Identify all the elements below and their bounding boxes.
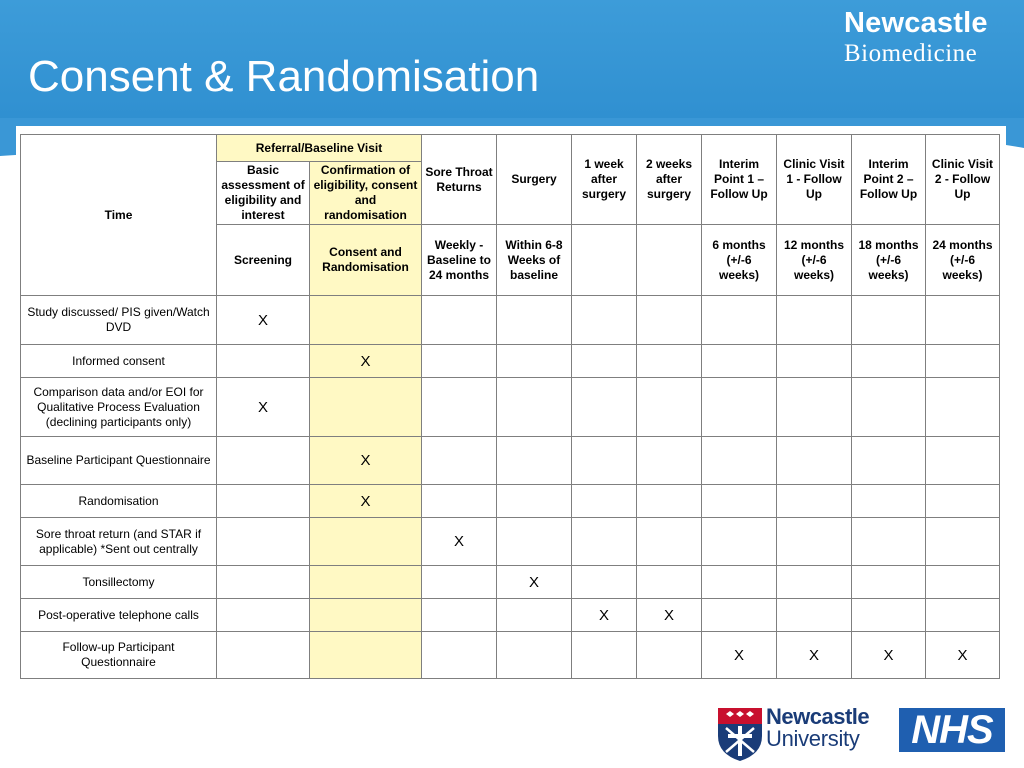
mark-cell [637, 632, 702, 679]
mark-cell: X [217, 296, 310, 345]
page-title: Consent & Randomisation [28, 52, 540, 101]
mark-cell [852, 599, 926, 632]
mark-cell [777, 566, 852, 599]
footer-logos [716, 704, 1006, 764]
mark-cell [217, 518, 310, 566]
mark-cell [497, 437, 572, 485]
activity-cell: Informed consent [21, 345, 217, 378]
activity-cell: Baseline Participant Questionnaire [21, 437, 217, 485]
brand-line-1: Newcastle [844, 7, 988, 39]
mark-cell [497, 345, 572, 378]
mark-cell [702, 518, 777, 566]
mark-cell [497, 518, 572, 566]
timing-cell [926, 225, 1000, 296]
mark-cell [852, 566, 926, 599]
mark-cell [702, 296, 777, 345]
mark-cell [497, 599, 572, 632]
mark-cell [926, 378, 1000, 437]
mark-cell: X [702, 632, 777, 679]
table-row [21, 566, 1000, 599]
mark-cell: X [926, 632, 1000, 679]
mark-cell [422, 437, 497, 485]
table-row [21, 437, 1000, 485]
referral-group-header: Referral/Baseline Visit [217, 135, 422, 162]
schedule-table-container [16, 126, 1006, 683]
mark-cell [777, 599, 852, 632]
mark-cell [572, 485, 637, 518]
mark-cell [572, 632, 637, 679]
mark-cell [926, 296, 1000, 345]
mark-cell [926, 437, 1000, 485]
mark-cell [217, 485, 310, 518]
activity-cell: Sore throat return (and STAR if applicable) *Sent out centrally [21, 518, 217, 566]
table-row [21, 518, 1000, 566]
mark-cell: X [637, 599, 702, 632]
mark-cell [422, 296, 497, 345]
brand-line-2: Biomedicine [844, 40, 978, 67]
mark-cell [852, 345, 926, 378]
column-header: Sore Throat Returns [422, 135, 497, 225]
mark-cell [852, 518, 926, 566]
timing-text: 12 months (+/-6 weeks) [783, 237, 844, 282]
mark-cell [217, 599, 310, 632]
timing-cell: Screening [217, 225, 310, 296]
mark-cell: X [422, 518, 497, 566]
mark-cell [572, 296, 637, 345]
table-row [21, 378, 1000, 437]
column-header: 1 week after surgery [572, 135, 637, 225]
activity-cell: Follow-up Participant Questionnaire [21, 632, 217, 679]
mark-cell [217, 566, 310, 599]
mark-cell: X [852, 632, 926, 679]
column-header: Surgery [497, 135, 572, 225]
table-row [21, 485, 1000, 518]
university-line-1: Newcastle [766, 704, 870, 729]
table-row [21, 296, 1000, 345]
mark-cell [310, 632, 422, 679]
mark-cell [702, 437, 777, 485]
mark-cell [217, 632, 310, 679]
mark-cell [926, 485, 1000, 518]
timing-cell [852, 225, 926, 296]
mark-cell [637, 378, 702, 437]
mark-cell: X [310, 485, 422, 518]
schedule-table [20, 134, 1000, 679]
mark-cell [702, 378, 777, 437]
mark-cell [217, 437, 310, 485]
column-header: Interim Point 2 – Follow Up [852, 135, 926, 225]
mark-cell [637, 485, 702, 518]
mark-cell [422, 566, 497, 599]
activity-cell: Tonsillectomy [21, 566, 217, 599]
nhs-logo: NHS [899, 708, 1005, 752]
mark-cell [572, 518, 637, 566]
mark-cell [637, 518, 702, 566]
newcastle-biomedicine-logo [844, 6, 1010, 68]
time-header-cell: Time [21, 135, 217, 296]
timing-text: 24 months (+/-6 weeks) [932, 237, 993, 282]
timing-cell [702, 225, 777, 296]
mark-cell [852, 296, 926, 345]
mark-cell [852, 485, 926, 518]
mark-cell [422, 345, 497, 378]
column-header: 2 weeks after surgery [637, 135, 702, 225]
mark-cell [637, 345, 702, 378]
mark-cell [422, 632, 497, 679]
timing-cell: Consent and Randomisation [310, 225, 422, 296]
mark-cell [702, 345, 777, 378]
mark-cell: X [310, 345, 422, 378]
mark-cell: X [497, 566, 572, 599]
mark-cell [777, 345, 852, 378]
mark-cell [777, 518, 852, 566]
mark-cell [497, 378, 572, 437]
mark-cell [637, 437, 702, 485]
mark-cell [217, 345, 310, 378]
mark-cell [422, 599, 497, 632]
activity-cell: Randomisation [21, 485, 217, 518]
mark-cell [422, 378, 497, 437]
mark-cell [852, 378, 926, 437]
mark-cell [497, 296, 572, 345]
mark-cell [777, 437, 852, 485]
timing-cell [777, 225, 852, 296]
activity-cell: Post-operative telephone calls [21, 599, 217, 632]
mark-cell: X [777, 632, 852, 679]
timing-text: 6 months (+/-6 weeks) [712, 237, 766, 282]
mark-cell [702, 599, 777, 632]
mark-cell [310, 566, 422, 599]
mark-cell [926, 518, 1000, 566]
timing-cell: Weekly - Baseline to 24 months [422, 225, 497, 296]
table-row [21, 599, 1000, 632]
mark-cell: X [572, 599, 637, 632]
column-header: Basic assessment of eligibility and interest [217, 162, 310, 225]
timing-cell [637, 225, 702, 296]
mark-cell [422, 485, 497, 518]
timing-text: 18 months (+/-6 weeks) [858, 237, 919, 282]
mark-cell [497, 632, 572, 679]
university-wordmark [766, 706, 869, 750]
mark-cell [777, 378, 852, 437]
mark-cell: X [217, 378, 310, 437]
mark-cell [926, 599, 1000, 632]
timing-cell [572, 225, 637, 296]
university-crest-icon [716, 706, 764, 762]
activity-cell: Comparison data and/or EOI for Qualitative Process Evaluation (declining participants only) [21, 378, 217, 437]
mark-cell [497, 485, 572, 518]
mark-cell [637, 296, 702, 345]
timing-cell: Within 6-8 Weeks of baseline [497, 225, 572, 296]
column-header: Interim Point 1 – Follow Up [702, 135, 777, 225]
mark-cell [572, 345, 637, 378]
mark-cell [637, 566, 702, 599]
mark-cell [777, 485, 852, 518]
mark-cell [310, 296, 422, 345]
mark-cell [572, 378, 637, 437]
mark-cell [777, 296, 852, 345]
mark-cell: X [310, 437, 422, 485]
mark-cell [926, 566, 1000, 599]
mark-cell [310, 599, 422, 632]
mark-cell [702, 566, 777, 599]
mark-cell [852, 437, 926, 485]
mark-cell [310, 378, 422, 437]
mark-cell [702, 485, 777, 518]
column-header: Confirmation of eligibility, consent and randomisation [310, 162, 422, 225]
mark-cell [572, 566, 637, 599]
mark-cell [310, 518, 422, 566]
table-row [21, 632, 1000, 679]
mark-cell [572, 437, 637, 485]
university-line-2: University [766, 726, 860, 751]
activity-cell: Study discussed/ PIS given/Watch DVD [21, 296, 217, 345]
column-header: Clinic Visit 1 - Follow Up [777, 135, 852, 225]
column-header: Clinic Visit 2 - Follow Up [926, 135, 1000, 225]
table-row [21, 345, 1000, 378]
mark-cell [926, 345, 1000, 378]
